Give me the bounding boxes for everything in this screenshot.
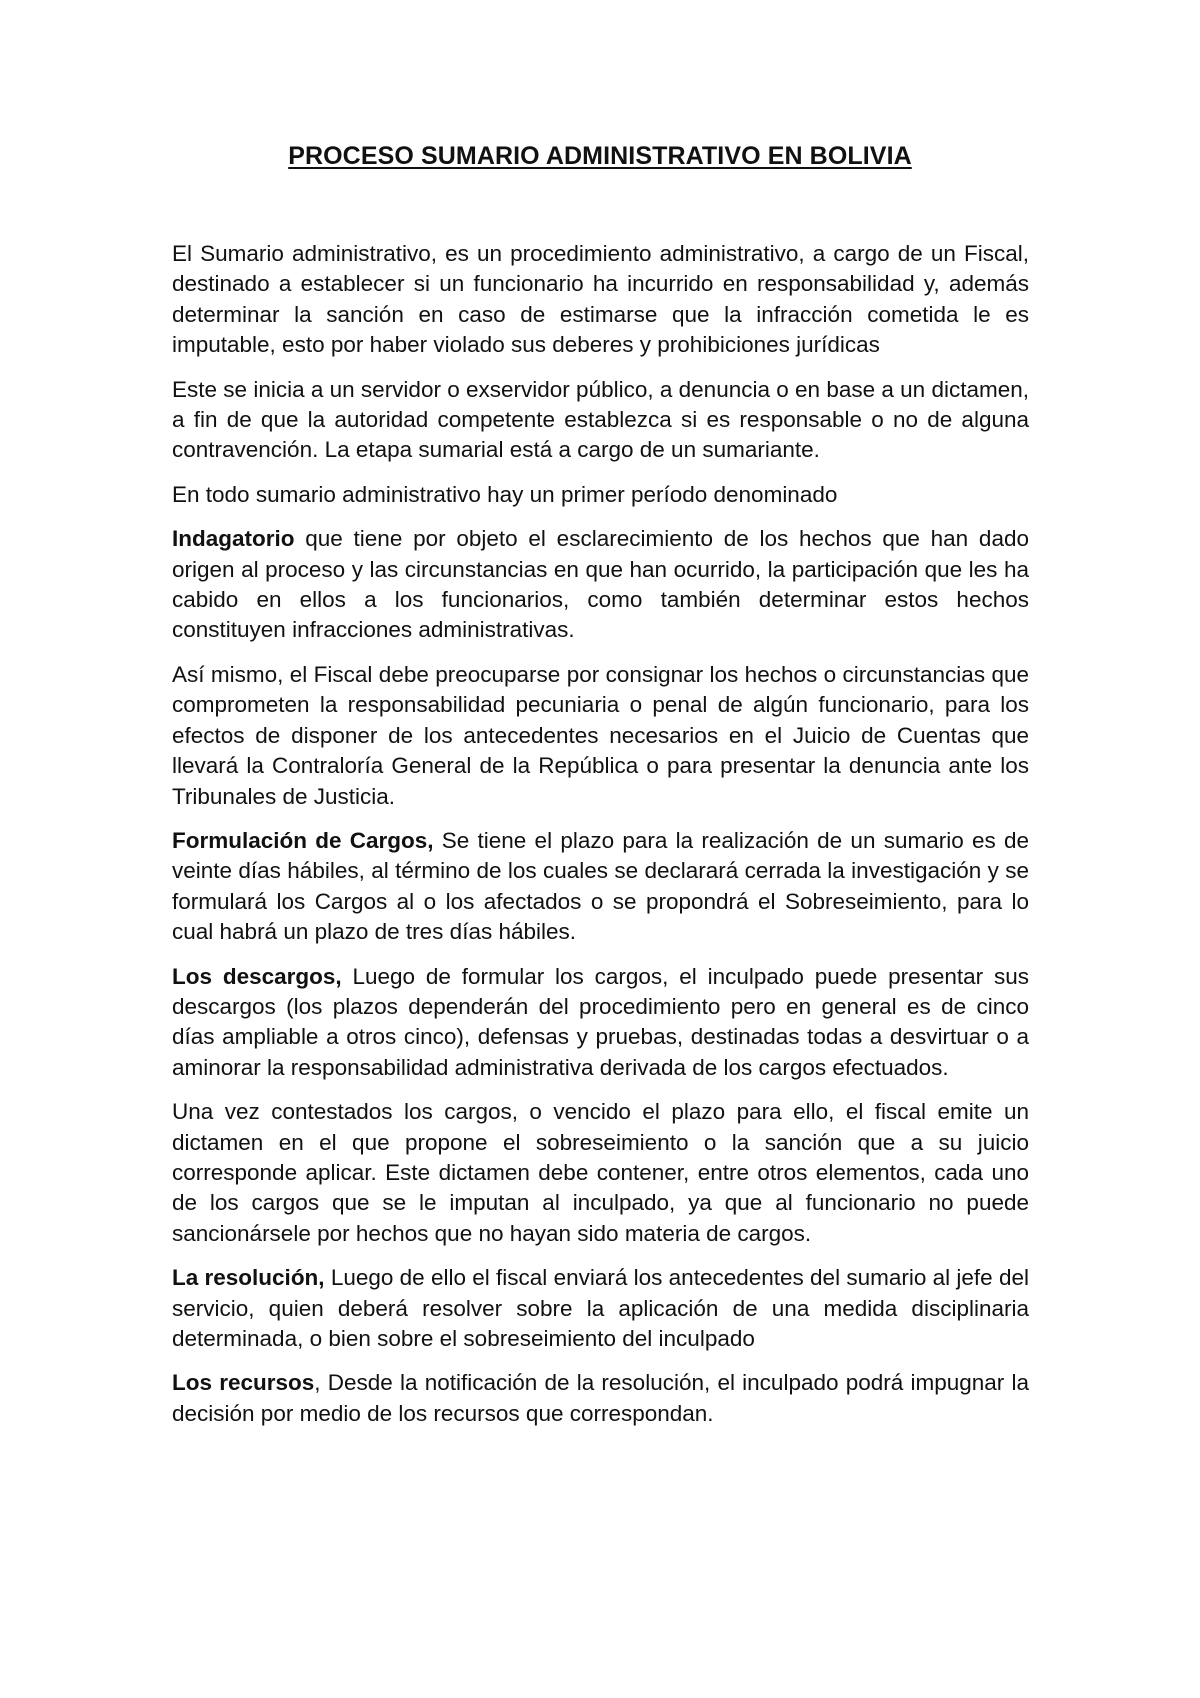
- paragraph-text: Se tiene el plazo para la realización de un sumario es de veinte días hábiles, al término de los cuales se declarará cerrada la investigación y se formulará los Cargos al o los afectados o se propondrá el Sobreseimiento, para lo cual habrá un plazo de tres días hábiles.: [172, 827, 1029, 945]
- paragraph-first-period: [172, 480, 1029, 510]
- paragraph-initiation: [172, 375, 1029, 466]
- paragraph-fiscal-duties: [172, 660, 1029, 812]
- paragraph-lead: La resolución,: [172, 1265, 325, 1291]
- paragraph-intro: [172, 239, 1029, 361]
- paragraph-lead: Formulación de Cargos,: [172, 827, 434, 853]
- paragraph-text: Así mismo, el Fiscal debe preocuparse por consignar los hechos o circunstancias que comprometen la responsabilidad pecuniaria o penal de algún funcionario, para los efectos de disponer de los antecedentes necesarios en el Juicio de Cuentas que llevará la Contraloría General de la República o para presentar la denuncia ante los Tribunales de Justicia.: [172, 661, 1029, 809]
- paragraph-lead: Indagatorio: [172, 526, 295, 552]
- paragraph-text: Este se inicia a un servidor o exservidor público, a denuncia o en base a un dictamen, a fin de que la autoridad competente establezca si es responsable o no de alguna contravención. La etapa sumarial está a cargo de un sumariante.: [172, 376, 1029, 463]
- paragraph-lead: Los descargos,: [172, 963, 342, 989]
- paragraph-text: En todo sumario administrativo hay un primer período denominado: [172, 481, 838, 507]
- paragraph-dictamen: [172, 1097, 1029, 1249]
- paragraph-text: que tiene por objeto el esclarecimiento de los hechos que han dado origen al proceso y las circunstancias en que han ocurrido, la participación que les ha cabido en ellos a los funcionarios, como también determinar estos hechos constituyen infracciones administrativas.: [172, 526, 1029, 643]
- paragraph-formulacion-cargos: [172, 826, 1029, 948]
- paragraph-lead: Los recursos: [172, 1370, 315, 1396]
- document-body: [172, 239, 1029, 1443]
- paragraph-descargos: [172, 962, 1029, 1084]
- document-title: PROCESO SUMARIO ADMINISTRATIVO EN BOLIVIA: [288, 142, 912, 170]
- paragraph-text: Luego de formular los cargos, el inculpado puede presentar sus descargos (los plazos dependerán del procedimiento pero en general es de cinco días ampliable a otros cinco), defensas y pruebas, destinadas todas a desvirtuar o a aminorar la responsabilidad administrativa derivada de los cargos efectuados.: [172, 963, 1029, 1080]
- paragraph-indagatorio: [172, 524, 1029, 646]
- paragraph-resolucion: [172, 1263, 1029, 1354]
- paragraph-text: El Sumario administrativo, es un procedimiento administrativo, a cargo de un Fiscal, destinado a establecer si un funcionario ha incurrido en responsabilidad y, además determinar la sanción en caso de estimarse que la infracción cometida le es imputable, esto por haber violado sus deberes y prohibiciones jurídicas: [172, 241, 1029, 358]
- paragraph-text: Luego de ello el fiscal enviará los antecedentes del sumario al jefe del servicio, quien deberá resolver sobre la aplicación de una medida disciplinaria determinada, o bien sobre el sobreseimiento del inculpado: [172, 1265, 1029, 1351]
- paragraph-text: , Desde la notificación de la resolución, el inculpado podrá impugnar la decisión por medio de los recursos que correspondan.: [172, 1370, 1029, 1426]
- paragraph-text: Una vez contestados los cargos, o vencido el plazo para ello, el fiscal emite un dictamen en el que propone el sobreseimiento o la sanción que a su juicio corresponde aplicar. Este dictamen debe contener, entre otros elementos, cada uno de los cargos que se le imputan al inculpado, ya que al funcionario no puede sancionársele por hechos que no hayan sido materia de cargos.: [172, 1099, 1029, 1246]
- paragraph-recursos: [172, 1368, 1029, 1429]
